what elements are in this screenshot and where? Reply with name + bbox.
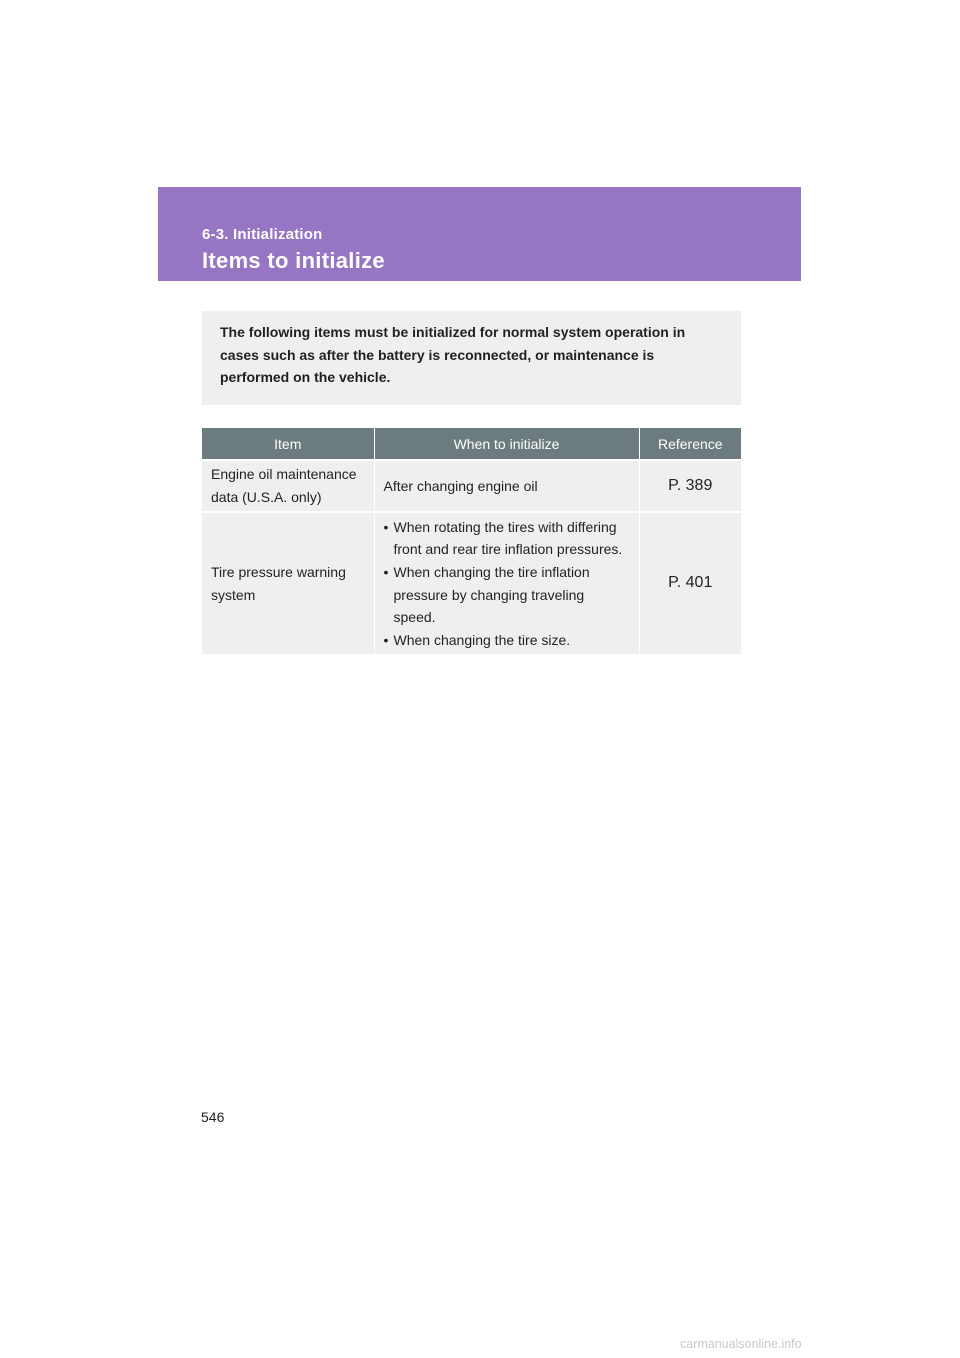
page-number: 546 bbox=[201, 1109, 225, 1125]
intro-text: The following items must be initialized for normal system operation in cases such as after the battery is reconnected, or maintenance is performed on the vehicle. bbox=[220, 324, 686, 386]
list-item: • When changing the tire inflation pressure by changing traveling speed. bbox=[384, 561, 630, 629]
column-header-when: When to initialize bbox=[374, 428, 639, 460]
column-header-item: Item bbox=[202, 428, 374, 460]
section-header-band bbox=[158, 187, 801, 281]
column-header-reference: Reference bbox=[639, 428, 741, 460]
initialization-table bbox=[202, 428, 741, 654]
page-title: Items to initialize bbox=[202, 248, 385, 273]
item-cell: Tire pressure warning system bbox=[202, 512, 374, 654]
when-cell bbox=[374, 512, 639, 654]
when-cell: After changing engine oil bbox=[374, 460, 639, 512]
watermark: carmanualsonline.info bbox=[680, 1337, 802, 1351]
section-label: 6-3. Initialization bbox=[202, 226, 323, 243]
table-row bbox=[202, 460, 741, 512]
list-item: • When changing the tire size. bbox=[384, 629, 630, 652]
intro-box bbox=[202, 311, 741, 405]
table-row bbox=[202, 512, 741, 654]
table-header-row bbox=[202, 428, 741, 460]
reference-cell: P. 401 bbox=[639, 512, 741, 654]
item-cell: Engine oil maintenance data (U.S.A. only) bbox=[202, 460, 374, 512]
reference-cell: P. 389 bbox=[639, 460, 741, 512]
when-bullet-list bbox=[384, 516, 630, 652]
list-item: • When rotating the tires with differing front and rear tire inflation pressures. bbox=[384, 516, 630, 561]
